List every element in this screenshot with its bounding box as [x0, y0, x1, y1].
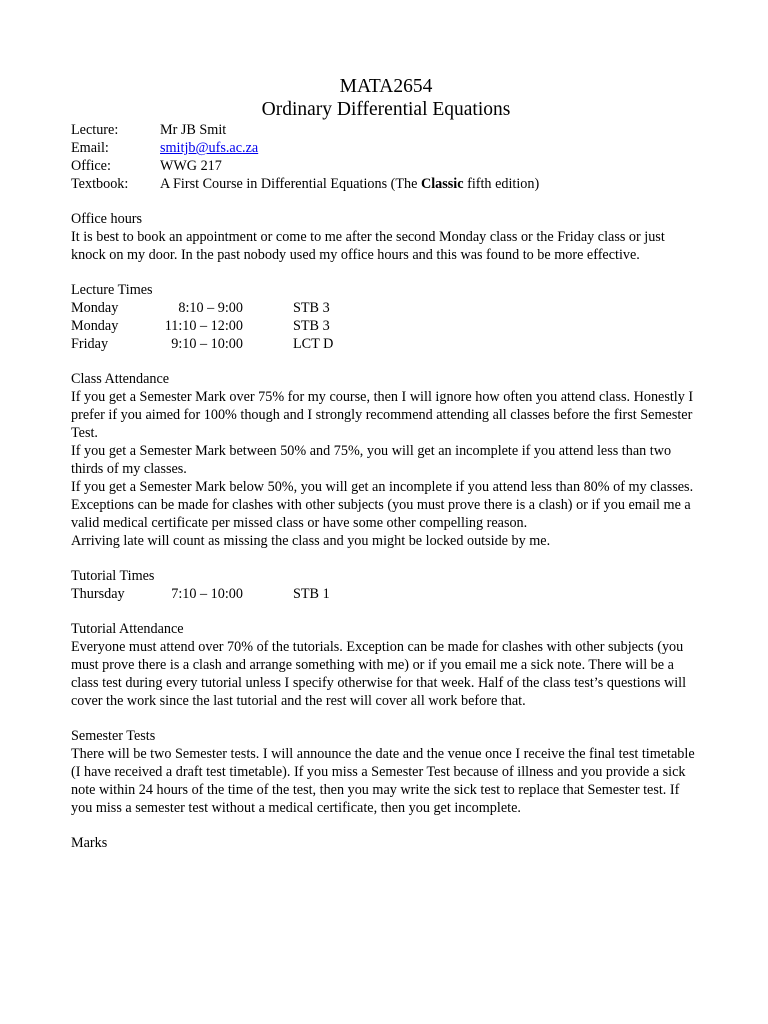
lecture-time: 8:10 – 9:00	[178, 300, 243, 316]
office-row	[71, 157, 701, 175]
document-body	[71, 75, 701, 852]
tutorial-times-heading: Tutorial Times	[71, 568, 155, 584]
lecture-venue: STB 3	[293, 318, 330, 334]
lecturer-row	[71, 121, 701, 139]
textbook-edition: fifth edition)	[463, 176, 540, 192]
attendance-paragraph: If you get a Semester Mark below 50%, you will get an incomplete if you attend less than 80% of my classes.	[71, 479, 694, 495]
tutorial-day: Thursday	[71, 586, 125, 602]
lecture-venue: STB 3	[293, 300, 330, 316]
textbook-title: A First Course in Differential Equations (The	[160, 176, 421, 192]
email-row	[71, 139, 701, 157]
textbook-bold: Classic	[420, 176, 464, 192]
lecture-time-row	[71, 335, 701, 353]
office-value: WWG 217	[160, 158, 222, 174]
lecture-label: Lecture:	[71, 122, 119, 138]
lecture-day: Monday	[71, 318, 119, 334]
email-link[interactable]: smitjb@ufs.ac.za	[160, 140, 259, 156]
attendance-paragraph: Arriving late will count as missing the class and you might be locked outside by me.	[71, 533, 551, 549]
office-hours-text: It is best to book an appointment or come to me after the second Monday class or the Friday class or just knock on my door. In the past nobody used my office hours and this was found to be more effective.	[71, 229, 665, 263]
office-hours-heading: Office hours	[71, 211, 143, 227]
tutorial-attendance-heading: Tutorial Attendance	[71, 621, 184, 637]
attendance-paragraph: Exceptions can be made for clashes with other subjects (you must prove there is a clash) or if you email me a valid medical certificate per missed class or have some other compelling reason.	[71, 497, 691, 531]
lecture-time-row	[71, 299, 701, 317]
textbook-row	[71, 175, 701, 193]
tutorial-time-row	[71, 585, 701, 603]
course-name: Ordinary Differential Equations	[261, 99, 511, 120]
textbook-value	[160, 175, 539, 193]
office-label: Office:	[71, 158, 111, 174]
attendance-paragraph: If you get a Semester Mark between 50% and 75%, you will get an incomplete if you attend less than two thirds of my classes.	[71, 443, 672, 477]
class-attendance-heading: Class Attendance	[71, 371, 170, 387]
lecture-day: Friday	[71, 336, 109, 352]
semester-tests-text: There will be two Semester tests. I will announce the date and the venue once I receive the final test timetable (I have received a draft test timetable). If you miss a Semester Test because of illness and you provide a sick note within 24 hours of the time of the test, then you may write the sick test to replace that Semester test. If you miss a semester test without a medical certificate, then you get incomplete.	[71, 746, 695, 816]
tutorial-venue: STB 1	[293, 586, 330, 602]
textbook-label: Textbook:	[71, 176, 129, 192]
course-code: MATA2654	[339, 76, 433, 97]
attendance-paragraph: If you get a Semester Mark over 75% for my course, then I will ignore how often you attend class. Honestly I prefer if you aimed for 100% though and I strongly recommend attending all classes before the first Semester Test.	[71, 389, 694, 441]
lecturer-name: Mr JB Smit	[160, 122, 227, 138]
lecture-time: 11:10 – 12:00	[164, 318, 243, 334]
lecture-time: 9:10 – 10:00	[171, 336, 243, 352]
semester-tests-heading: Semester Tests	[71, 728, 156, 744]
tutorial-time: 7:10 – 10:00	[171, 586, 243, 602]
lecture-venue: LCT D	[293, 336, 334, 352]
lecture-times-heading: Lecture Times	[71, 282, 153, 298]
lecture-time-row	[71, 317, 701, 335]
marks-heading: Marks	[71, 835, 108, 851]
tutorial-attendance-text: Everyone must attend over 70% of the tutorials. Exception can be made for clashes with other subjects (you must prove there is a clash and arrange something with me) or if you email me a sick note. There will be a class test during every tutorial unless I specify otherwise for that week. Half of the class test’s questions will cover the work since the last tutorial and the rest will cover all work before that.	[71, 639, 687, 709]
lecture-day: Monday	[71, 300, 119, 316]
email-label: Email:	[71, 140, 109, 156]
